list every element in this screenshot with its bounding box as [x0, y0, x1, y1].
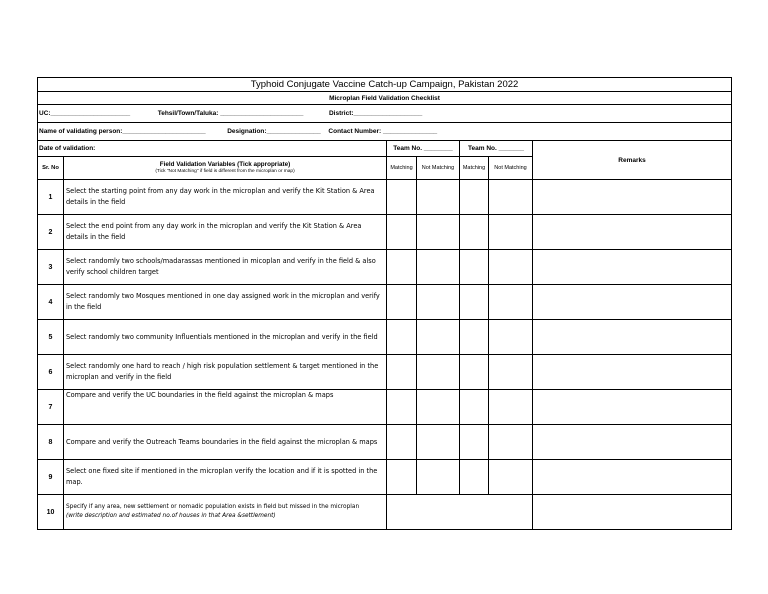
- row-number: 8: [38, 425, 64, 460]
- team2-not-matching-cell[interactable]: [489, 425, 533, 460]
- row-task: Select the end point from any day work in the microplan and verify the Kit Station & Area details in the field: [64, 215, 387, 250]
- row-task-text: Specify if any area, new settlement or nomadic population exists in field but missed in the microplan: [66, 503, 360, 510]
- team1-matching-cell[interactable]: [387, 285, 417, 320]
- remarks-cell[interactable]: [533, 215, 732, 250]
- validator-row: [38, 123, 732, 141]
- team1-not-matching-cell[interactable]: [417, 355, 460, 390]
- team2-not-matching-cell[interactable]: [489, 215, 533, 250]
- table-row: [38, 495, 732, 530]
- date-field[interactable]: Date of validation:: [38, 141, 387, 157]
- table-row: [38, 355, 732, 390]
- row-task: Select randomly two Mosques mentioned in one day assigned work in the microplan and verify in the field: [64, 285, 387, 320]
- team1-matching-cell[interactable]: [387, 355, 417, 390]
- row-number: 10: [38, 495, 64, 530]
- table-row: [38, 460, 732, 495]
- team2-matching-cell[interactable]: [460, 390, 489, 425]
- row-task-note: (write description and estimated no.of houses in that Area &settlement): [66, 513, 276, 519]
- remarks-cell[interactable]: [533, 285, 732, 320]
- variables-note: (Tick "Not Matching" if field is different from the microplan or map): [155, 169, 295, 174]
- team1-not-matching-cell[interactable]: [417, 285, 460, 320]
- validator-field[interactable]: Name of validating person:_______________________: [39, 128, 206, 135]
- designation-field[interactable]: Designation:_______________: [227, 128, 321, 135]
- table-row: [38, 285, 732, 320]
- team2-not-matching-cell[interactable]: [489, 320, 533, 355]
- row-number: 5: [38, 320, 64, 355]
- team1-matching-cell[interactable]: [387, 215, 417, 250]
- remarks-cell[interactable]: [533, 320, 732, 355]
- row-task: Select randomly two community Influentials mentioned in the microplan and verify in the field: [64, 320, 387, 355]
- team2-matching-cell[interactable]: [460, 285, 489, 320]
- row-number: 3: [38, 250, 64, 285]
- team1-not-matching-cell[interactable]: [417, 425, 460, 460]
- team1-not-matching-cell[interactable]: [417, 250, 460, 285]
- remarks-cell[interactable]: [533, 460, 732, 495]
- team1-not-matching-header: Not Matching: [417, 157, 460, 180]
- remarks-cell[interactable]: [533, 355, 732, 390]
- tehsil-field[interactable]: Tehsil/Town/Taluka: _______________________: [157, 110, 304, 117]
- team1-not-matching-cell[interactable]: [417, 180, 460, 215]
- form-title: Typhoid Conjugate Vaccine Catch-up Campaign, Pakistan 2022: [38, 78, 732, 92]
- row-task: Compare and verify the Outreach Teams boundaries in the field against the microplan & maps: [64, 425, 387, 460]
- contact-field[interactable]: Contact Number: _______________: [328, 128, 438, 135]
- variables-header: [64, 157, 387, 180]
- team1-matching-cell[interactable]: [387, 390, 417, 425]
- team2-matching-cell[interactable]: [460, 355, 489, 390]
- team1-matching-cell[interactable]: [387, 250, 417, 285]
- team2-matching-cell[interactable]: [460, 180, 489, 215]
- row-number: 4: [38, 285, 64, 320]
- row-number: 6: [38, 355, 64, 390]
- team1-matching-cell[interactable]: [387, 425, 417, 460]
- table-row: [38, 215, 732, 250]
- team2-matching-cell[interactable]: [460, 320, 489, 355]
- validation-checklist-table: [37, 77, 732, 530]
- remarks-cell[interactable]: [533, 390, 732, 425]
- team-merged-cell[interactable]: [387, 495, 533, 530]
- remarks-header: Remarks: [533, 141, 732, 180]
- team2-matching-cell[interactable]: [460, 215, 489, 250]
- location-row: [38, 105, 732, 123]
- team1-not-matching-cell[interactable]: [417, 215, 460, 250]
- row-task: [64, 495, 387, 530]
- row-number: 1: [38, 180, 64, 215]
- team2-not-matching-cell[interactable]: [489, 180, 533, 215]
- team2-matching-cell[interactable]: [460, 425, 489, 460]
- variables-title: Field Validation Variables (Tick appropriate): [159, 161, 291, 168]
- row-task: Compare and verify the UC boundaries in the field against the microplan & maps: [64, 390, 387, 425]
- team2-not-matching-header: Not Matching: [489, 157, 533, 180]
- row-task: Select the starting point from any day work in the microplan and verify the Kit Station & Area details in the field: [64, 180, 387, 215]
- team1-matching-cell[interactable]: [387, 180, 417, 215]
- team1-not-matching-cell[interactable]: [417, 460, 460, 495]
- table-row: [38, 390, 732, 425]
- team1-matching-header: Matching: [387, 157, 417, 180]
- team1-header[interactable]: Team No. ________: [387, 141, 460, 157]
- team1-matching-cell[interactable]: [387, 460, 417, 495]
- table-row: [38, 425, 732, 460]
- remarks-cell[interactable]: [533, 425, 732, 460]
- team2-not-matching-cell[interactable]: [489, 285, 533, 320]
- row-task: Select randomly one hard to reach / high risk population settlement & target mentioned in the microplan and verify in the field: [64, 355, 387, 390]
- team1-not-matching-cell[interactable]: [417, 390, 460, 425]
- table-row: [38, 250, 732, 285]
- team2-matching-cell[interactable]: [460, 460, 489, 495]
- team2-not-matching-cell[interactable]: [489, 390, 533, 425]
- table-row: [38, 180, 732, 215]
- team2-not-matching-cell[interactable]: [489, 355, 533, 390]
- row-number: 7: [38, 390, 64, 425]
- form-subtitle: Microplan Field Validation Checklist: [38, 92, 732, 105]
- remarks-cell[interactable]: [533, 495, 732, 530]
- row-number: 9: [38, 460, 64, 495]
- sr-no-header: Sr. No: [38, 157, 64, 180]
- remarks-cell[interactable]: [533, 250, 732, 285]
- team2-matching-header: Matching: [460, 157, 489, 180]
- team2-header[interactable]: Team No. _______: [460, 141, 533, 157]
- team1-not-matching-cell[interactable]: [417, 320, 460, 355]
- remarks-cell[interactable]: [533, 180, 732, 215]
- table-row: [38, 320, 732, 355]
- district-field[interactable]: District:___________________: [328, 110, 423, 117]
- row-number: 2: [38, 215, 64, 250]
- team1-matching-cell[interactable]: [387, 320, 417, 355]
- team2-not-matching-cell[interactable]: [489, 250, 533, 285]
- team2-not-matching-cell[interactable]: [489, 460, 533, 495]
- team2-matching-cell[interactable]: [460, 250, 489, 285]
- row-task: Select one fixed site if mentioned in the microplan verify the location and if it is spotted in the map.: [64, 460, 387, 495]
- row-task: Select randomly two schools/madarassas mentioned in micoplan and verify in the field & also verify school children target: [64, 250, 387, 285]
- uc-field[interactable]: UC:______________________: [39, 110, 131, 117]
